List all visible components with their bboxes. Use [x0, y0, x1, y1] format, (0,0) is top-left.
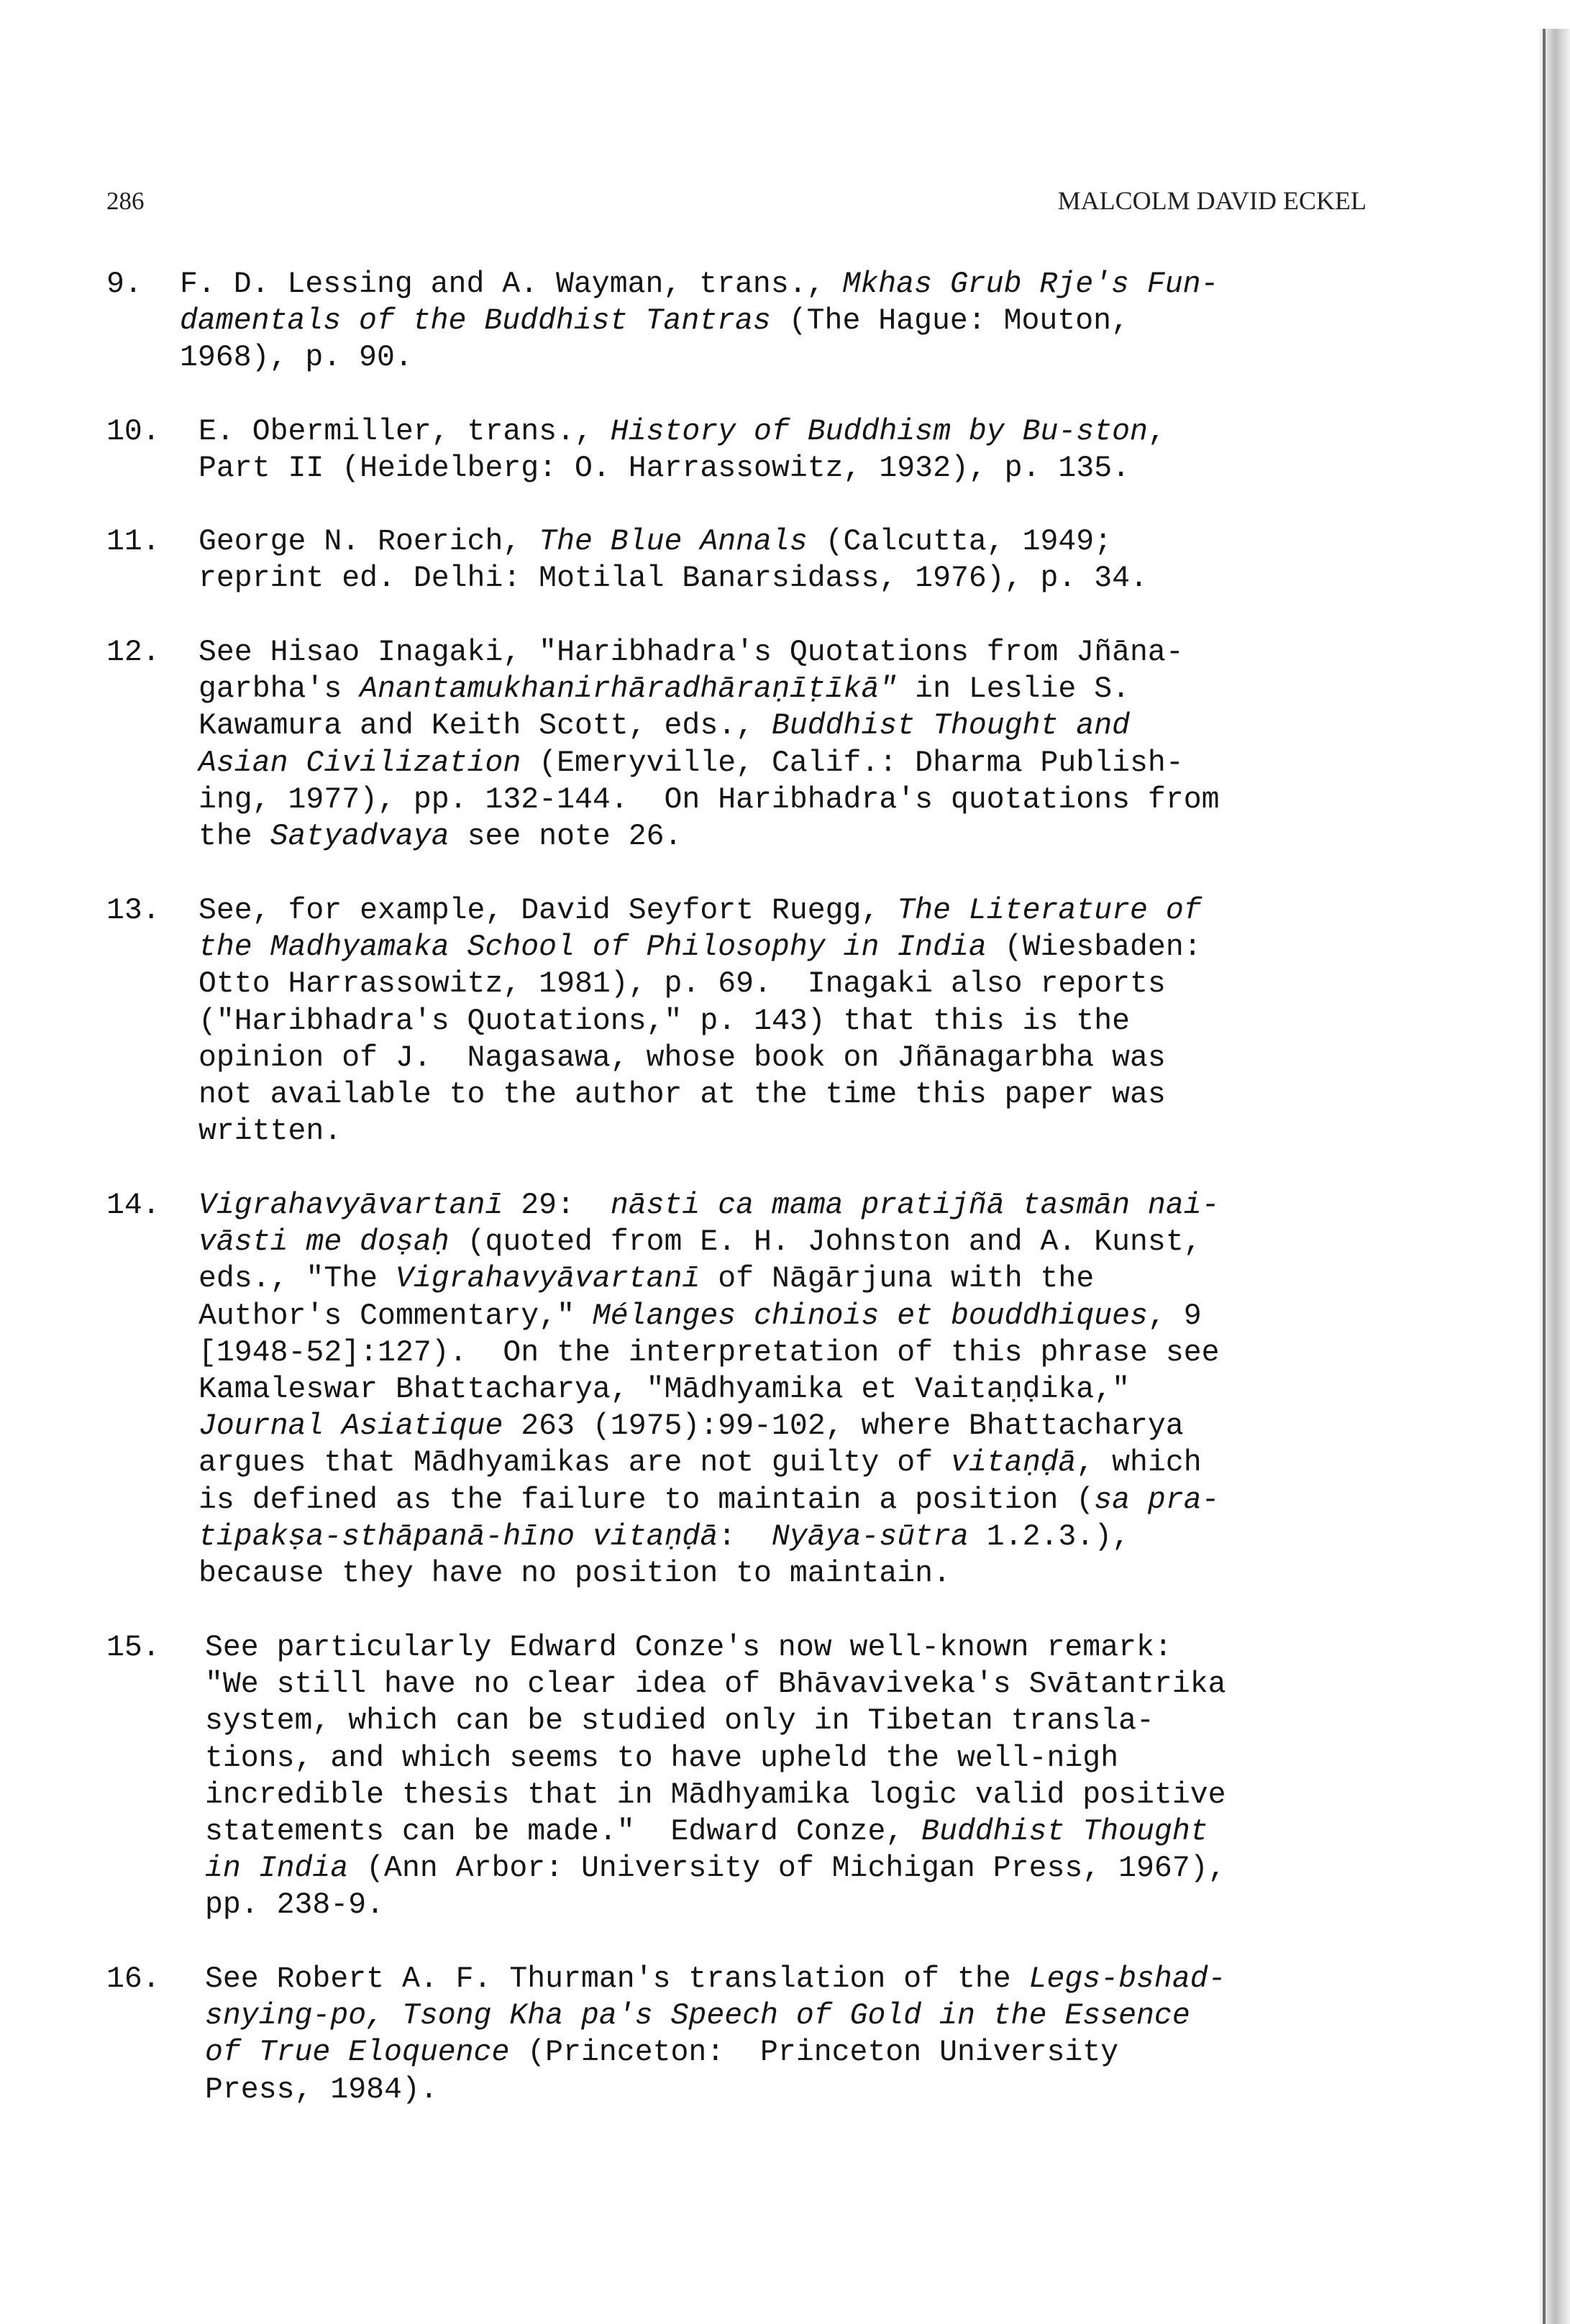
footnote-text: See Hisao Inagaki, "Haribhadra's Quotations from Jñāna-: [198, 636, 1184, 669]
footnote-line: [180, 303, 1129, 339]
italic-title-text: the Madhyamaka School of Philosophy in India: [198, 930, 987, 965]
footnote-text: 29:: [503, 1189, 611, 1222]
footnote-line: [205, 1887, 384, 1923]
footnote-line: [180, 266, 1218, 303]
footnote-text: see note 26.: [449, 820, 683, 854]
footnote-text: (The Hague: Mouton,: [770, 304, 1129, 339]
footnote-line: [198, 708, 1130, 744]
footnote-text: (Princeton: Princeton University: [509, 2036, 1119, 2070]
running-head-author: MALCOLM DAVID ECKEL: [1057, 186, 1366, 215]
footnote-line: [198, 1445, 1202, 1481]
footnote-text: written.: [198, 1115, 342, 1149]
footnote-text: tions, and which seems to have upheld the well-nigh: [205, 1741, 1119, 1775]
footnote-line: [198, 1298, 1202, 1335]
footnote-text: in Leslie S.: [897, 672, 1131, 707]
footnote-line: [198, 1113, 342, 1150]
footnote-text: statements can be made." Edward Conze,: [205, 1815, 922, 1849]
footnote-text: reprint ed. Delhi: Motilal Banarsidass, 1976), p. 34.: [198, 562, 1148, 596]
footnote-line: [205, 1961, 1226, 1998]
footnote-text: "We still have no clear idea of Bhāvaviveka's Svātantrika: [205, 1667, 1226, 1702]
footnote-line: [205, 2072, 438, 2108]
footnote-text: E. Obermiller, trans.,: [198, 415, 611, 449]
footnote-text: (quoted from E. H. Johnston and A. Kunst,: [449, 1225, 1202, 1260]
italic-title-text: Legs-bshad-: [1028, 1962, 1226, 1996]
footnote-number: 9.: [106, 267, 142, 301]
footnote-text: argues that Mādhyamikas are not guilty of: [198, 1446, 951, 1481]
footnote-line: [198, 634, 1184, 671]
footnote-text: Press, 1984).: [205, 2072, 438, 2107]
footnote-line: [198, 1076, 1166, 1113]
footnote-text: (Emeryville, Calif.: Dharma Publish-: [521, 746, 1184, 780]
footnote-text: 263 (1975):99-102, where Bhattacharya: [503, 1409, 1184, 1444]
footnote-line: [198, 1003, 1130, 1040]
footnote-text: the: [198, 820, 270, 854]
footnote-text: F. D. Lessing and A. Wayman, trans.,: [180, 267, 843, 301]
footnote-line: [205, 1629, 1172, 1666]
footnote-line: [205, 1998, 1190, 2034]
footnote-line: [198, 1519, 1130, 1555]
footnote-line: [198, 745, 1184, 782]
italic-title-text: Nyāya-sūtra: [771, 1519, 969, 1554]
footnote-line: [198, 1261, 1094, 1297]
footnote-text: , which: [1076, 1446, 1202, 1481]
footnote-text: See Robert A. F. Thurman's translation of the: [205, 1962, 1029, 1996]
footnote-number: 11.: [106, 525, 160, 559]
footnote-text: See, for example, David Seyfort Ruegg,: [198, 894, 898, 928]
footnote-text: ing, 1977), pp. 132-144. On Haribhadra's quotations from: [198, 782, 1220, 817]
italic-title-text: History of Buddhism by Bu-ston: [610, 415, 1148, 449]
footnote-text: is defined as the failure to maintain a position (: [198, 1483, 1095, 1517]
footnote-text: (Ann Arbor: University of Michigan Press, 1967),: [348, 1852, 1226, 1886]
footnote-text: eds., "The: [198, 1262, 396, 1296]
italic-title-text: Mkhas Grub Rje's Fun-: [842, 267, 1219, 301]
footnote-line: [198, 1335, 1220, 1371]
footnote-line: [205, 1703, 1154, 1739]
footnote-line: [205, 1740, 1118, 1777]
italic-title-text: tipakṣa-sthāpanā-hīno vitaṇḍā: [198, 1519, 718, 1554]
footnote-line: [198, 1371, 1130, 1408]
italic-title-text: Vigrahavyāvartanī: [395, 1262, 700, 1296]
footnote-text: Kamaleswar Bhattacharya, "Mādhyamika et Vaitaṇḍika,": [198, 1373, 1131, 1406]
footnote-line: [205, 2034, 1118, 2071]
italic-title-text: Vigrahavyāvartanī: [198, 1189, 503, 1222]
italic-title-text: of True Eloquence: [205, 2036, 510, 2070]
page-edge-line: [1543, 29, 1546, 2324]
footnote-text: [1948-52]:127). On the interpretation of this phrase see: [198, 1335, 1220, 1370]
footnote-line: [198, 671, 1130, 708]
footnote-text: Author's Commentary,": [198, 1299, 593, 1333]
footnote-text: , 9: [1147, 1299, 1202, 1333]
italic-title-text: Anantamukhanirhāradhāraṇīṭīkā": [360, 672, 898, 707]
footnote-text: George N. Roerich,: [198, 525, 539, 559]
footnote-text: (Calcutta, 1949;: [807, 525, 1113, 559]
italic-title-text: in India: [205, 1852, 349, 1886]
footnote-text: Part II (Heidelberg: O. Harrassowitz, 1932), p. 135.: [198, 452, 1131, 486]
italic-title-text: The Blue Annals: [539, 525, 808, 559]
footnote-text: of Nāgārjuna with the: [700, 1262, 1095, 1296]
footnote-number: 16.: [106, 1962, 160, 1996]
italic-title-text: nāsti ca mama pratijñā tasmān nai-: [610, 1189, 1220, 1222]
footnote-number: 14.: [106, 1189, 160, 1222]
footnote-line: [198, 1224, 1202, 1261]
footnote-line: [198, 450, 1130, 487]
footnote-text: opinion of J. Nagasawa, whose book on Jñānagarbha was: [198, 1040, 1166, 1075]
page-number: 286: [106, 187, 145, 215]
footnote-text: :: [718, 1519, 772, 1554]
footnote-line: [198, 966, 1166, 1002]
footnote-line: [198, 1187, 1220, 1224]
footnote-text: incredible thesis that in Mādhyamika logic valid positive: [205, 1778, 1226, 1812]
footnote-text: garbha's: [198, 672, 360, 707]
footnote-line: [198, 782, 1220, 818]
italic-title-text: vitaṇḍā: [950, 1446, 1077, 1481]
footnote-line: [198, 560, 1148, 597]
italic-title-text: Asian Civilization: [198, 746, 521, 780]
footnote-line: [205, 1850, 1226, 1887]
footnote-line: [198, 929, 1202, 966]
footnote-text: 1.2.3.),: [968, 1519, 1131, 1554]
footnote-text: ,: [1147, 415, 1166, 449]
footnote-line: [180, 339, 413, 376]
footnote-text: See particularly Edward Conze's now well-known remark:: [205, 1631, 1172, 1665]
footnote-number: 15.: [106, 1631, 160, 1665]
footnote-line: [198, 1482, 1220, 1519]
footnote-text: ("Haribhadra's Quotations," p. 143) that this is the: [198, 1004, 1131, 1038]
footnote-text: (Wiesbaden:: [986, 930, 1202, 965]
footnote-line: [198, 818, 682, 855]
page-edge-shadow: [1537, 29, 1570, 2324]
footnote-text: because they have no position to maintain.: [198, 1557, 951, 1591]
footnote-line: [205, 1666, 1226, 1703]
italic-title-text: Buddhist Thought and: [771, 709, 1131, 744]
italic-title-text: Mélanges chinois et bouddhiques: [592, 1299, 1148, 1333]
footnote-line: [198, 892, 1202, 929]
italic-title-text: Satyadvaya: [270, 820, 449, 854]
footnote-number: 13.: [106, 894, 160, 928]
footnote-text: Otto Harrassowitz, 1981), p. 69. Inagaki also reports: [198, 967, 1166, 1002]
italic-title-text: snying-po, Tsong Kha pa's Speech of Gold in the Essence: [205, 1999, 1190, 2034]
footnote-line: [198, 523, 1112, 560]
italic-title-text: The Literature of: [897, 894, 1202, 928]
italic-title-text: damentals of the Buddhist Tantras: [180, 304, 771, 339]
footnote-line: [198, 1040, 1166, 1076]
footnote-line: [198, 413, 1166, 450]
footnote-text: not available to the author at the time this paper was: [198, 1078, 1166, 1112]
footnote-line: [205, 1777, 1226, 1813]
footnote-line: [198, 1555, 951, 1592]
footnote-number: 10.: [106, 415, 160, 449]
italic-title-text: vāsti me doṣaḥ: [198, 1225, 449, 1260]
footnote-text: Kawamura and Keith Scott, eds.,: [198, 709, 772, 744]
footnote-line: [205, 1813, 1208, 1850]
footnote-text: pp. 238-9.: [205, 1888, 385, 1923]
footnote-text: 1968), p. 90.: [180, 341, 413, 375]
footnote-text: system, which can be studied only in Tibetan transla-: [205, 1704, 1154, 1739]
italic-title-text: sa pra-: [1094, 1483, 1220, 1517]
footnote-number: 12.: [106, 636, 160, 669]
italic-title-text: Journal Asiatique: [198, 1409, 503, 1444]
footnote-line: [198, 1408, 1184, 1445]
italic-title-text: Buddhist Thought: [921, 1815, 1208, 1849]
